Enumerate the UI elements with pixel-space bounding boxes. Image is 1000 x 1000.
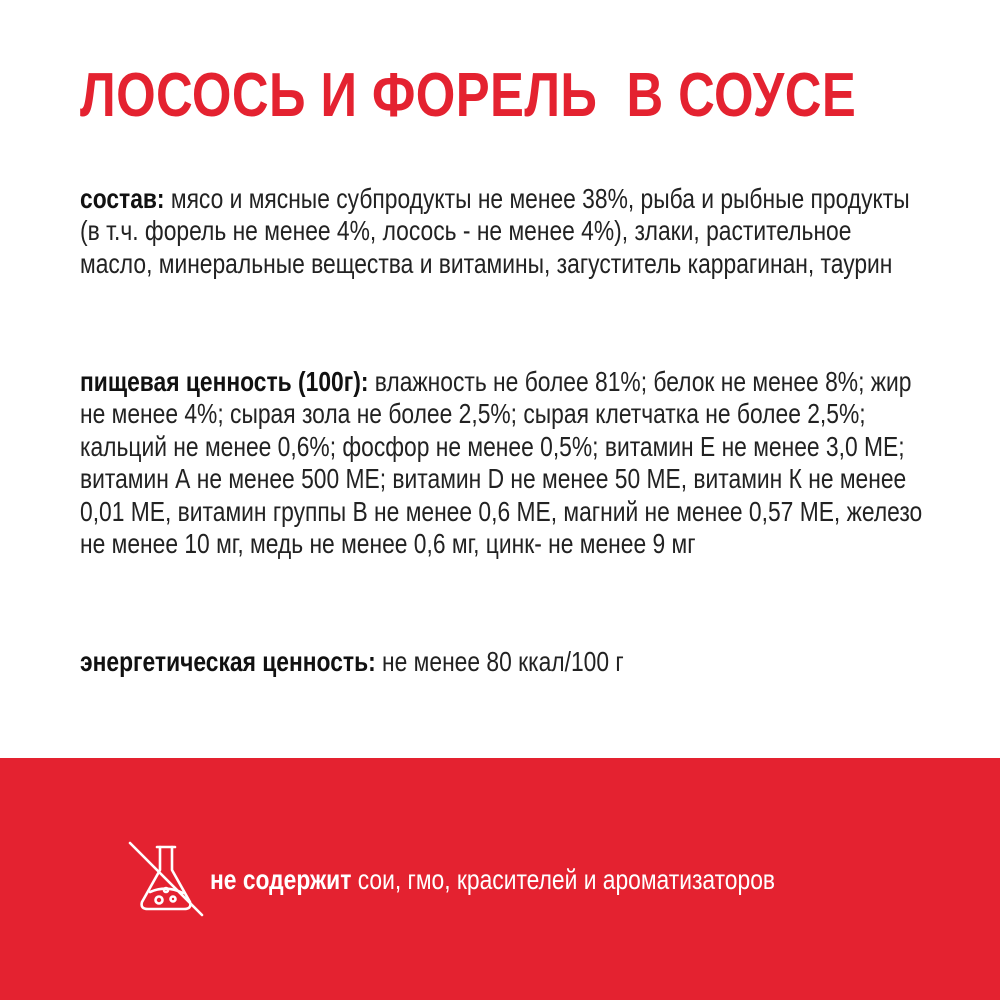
composition-text: мясо и мясные субпродукты не менее 38%, рыба и рыбные продукты (в т.ч. форель не менее 4%, лосось - не менее 4%), злаки, растительное масло, минеральные вещества и витамины, загуститель каррагинан, таурин bbox=[80, 183, 910, 279]
energy-text: не менее 80 ккал/100 г bbox=[375, 646, 624, 677]
footer-statement bbox=[210, 863, 775, 897]
composition-section bbox=[80, 183, 927, 280]
nutrition-section bbox=[80, 366, 927, 560]
crossed-flask-icon bbox=[127, 840, 205, 918]
product-title: ЛОСОСЬ И ФОРЕЛЬ В СОУСЕ bbox=[80, 61, 857, 130]
nutrition-label: пищевая ценность (100г): bbox=[80, 366, 369, 397]
energy-section bbox=[80, 646, 927, 678]
composition-label: состав: bbox=[80, 183, 165, 214]
nutrition-text: влажность не более 81%; белок не менее 8%; жир не менее 4%; сырая зола не более 2,5%; сырая клетчатка не более 2,5%; кальций не менее 0,6%; фосфор не менее 0,5%; витамин Е не менее 3,0 МЕ; витамин А не менее 500 МЕ; витамин D не менее 50 МЕ, витамин К не менее 0,01 МЕ, витамин группы В не менее 0,6 МЕ, магний не менее 0,57 МЕ, железо не менее 10 мг, медь не менее 0,6 мг, цинк- не менее 9 мг bbox=[80, 366, 923, 560]
footer-label: не содержит bbox=[210, 864, 352, 895]
footer-text: сои, гмо, красителей и ароматизаторов bbox=[351, 864, 776, 895]
energy-label: энергетическая ценность: bbox=[80, 646, 376, 677]
